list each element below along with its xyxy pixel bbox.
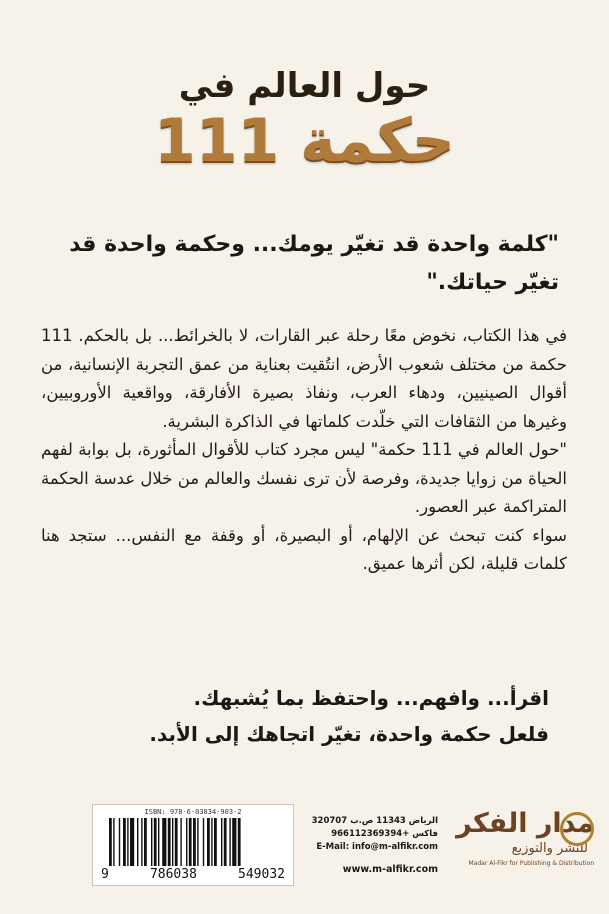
- barcode-bar: [158, 818, 159, 866]
- publisher-english-name: Madar Al-Fikr for Publishing & Distribution: [468, 860, 594, 867]
- contact-email: E-Mail: info@m-alfikr.com: [316, 842, 438, 852]
- barcode-bar: [109, 818, 112, 866]
- barcode-bar: [123, 818, 126, 866]
- barcode-digit-lead: 9: [101, 867, 109, 882]
- barcode-bar: [221, 818, 222, 866]
- barcode-bar: [203, 818, 204, 866]
- barcode-bar: [162, 818, 166, 866]
- barcode-bar: [180, 818, 181, 866]
- barcode-bar: [141, 818, 142, 866]
- closing-line-2: فلعل حكمة واحدة، تغيّر اتجاهك إلى الأبد.: [149, 722, 549, 746]
- publisher-contact: [300, 815, 438, 854]
- barcode-bar: [211, 818, 212, 866]
- barcode-bar: [193, 818, 196, 866]
- publisher-website: www.m-alfikr.com: [342, 864, 438, 875]
- barcode-bar: [130, 818, 134, 866]
- barcode-bar: [144, 818, 147, 866]
- barcode-bar: [224, 818, 227, 866]
- contact-fax: فاكس +966112369394: [331, 829, 438, 839]
- closing-line-1: اقرأ... وافهم... واحتفظ بما يُشبهك.: [193, 686, 549, 710]
- blurb-paragraph-1: في هذا الكتاب، نخوض معًا رحلة عبر القارات، لا بالخرائط... بل بالحكم. 111 حكمة من مختلف شعوب الأرض، انتُقيت بعناية من عمق التجربة الإنسانية، من أقوال الصينيين، ودهاء العرب، ونفاذ بصيرة الأفارقة، وواقعية الأوروبيين، وغيرها من الثقافات التي خلّدت كلماتها في الذاكرة البشرية.: [41, 326, 567, 431]
- isbn-label: ISBN: 978-6-03834-903-2: [144, 808, 242, 816]
- contact-address: الرياض 11343 ص.ب 320707: [311, 816, 438, 826]
- book-title-line2: 111 حكمة: [154, 106, 455, 176]
- barcode-digit-group2: 549032: [238, 867, 285, 882]
- barcode-bars: [107, 818, 279, 866]
- publisher-name: مدار الفكر: [456, 808, 594, 839]
- barcode-bar: [151, 818, 152, 866]
- publisher-mark-icon: [560, 812, 594, 846]
- barcode-bar: [229, 818, 230, 866]
- barcode-bar: [175, 818, 178, 866]
- publisher-subtitle: للنشر والتوزيع: [511, 841, 588, 856]
- barcode-bar: [168, 818, 171, 866]
- isbn-barcode: [92, 804, 294, 886]
- barcode-bar: [186, 818, 187, 866]
- blurb-paragraph-2: "حول العالم في 111 حكمة" ليس مجرد كتاب للأقوال المأثورة، بل بوابة لفهم الحياة من زوايا جديدة، وفرصة لأن ترى نفسك والعالم من خلال عدسة الحكمة المتراكمة عبر العصور.: [41, 440, 567, 516]
- book-title-line1: حول العالم في: [178, 66, 431, 106]
- barcode-bar: [189, 818, 192, 866]
- barcode-digit-group1: 786038: [149, 867, 197, 882]
- barcode-bar: [113, 818, 114, 866]
- barcode-bar: [197, 818, 198, 866]
- barcode-bar: [127, 818, 128, 866]
- barcode-digits: [97, 867, 289, 882]
- barcode-bar: [119, 818, 120, 866]
- closing-lines: [49, 680, 549, 752]
- barcode-bar: [154, 818, 157, 866]
- barcode-bar: [207, 818, 210, 866]
- barcode-bar: [232, 818, 236, 866]
- blurb-paragraph-3: سواء كنت تبحث عن الإلهام، أو البصيرة، أو وقفة مع النفس... ستجد هنا كلمات قليلة، لكن أثرها عميق.: [41, 525, 567, 573]
- barcode-bar: [137, 818, 138, 866]
- barcode-bar: [214, 818, 217, 866]
- blurb-text: [41, 322, 567, 579]
- featured-quote: "كلمة واحدة قد تغيّر يومك... وحكمة واحدة قد تغيّر حياتك.": [69, 232, 559, 295]
- barcode-bar: [172, 818, 173, 866]
- barcode-bar: [238, 818, 241, 866]
